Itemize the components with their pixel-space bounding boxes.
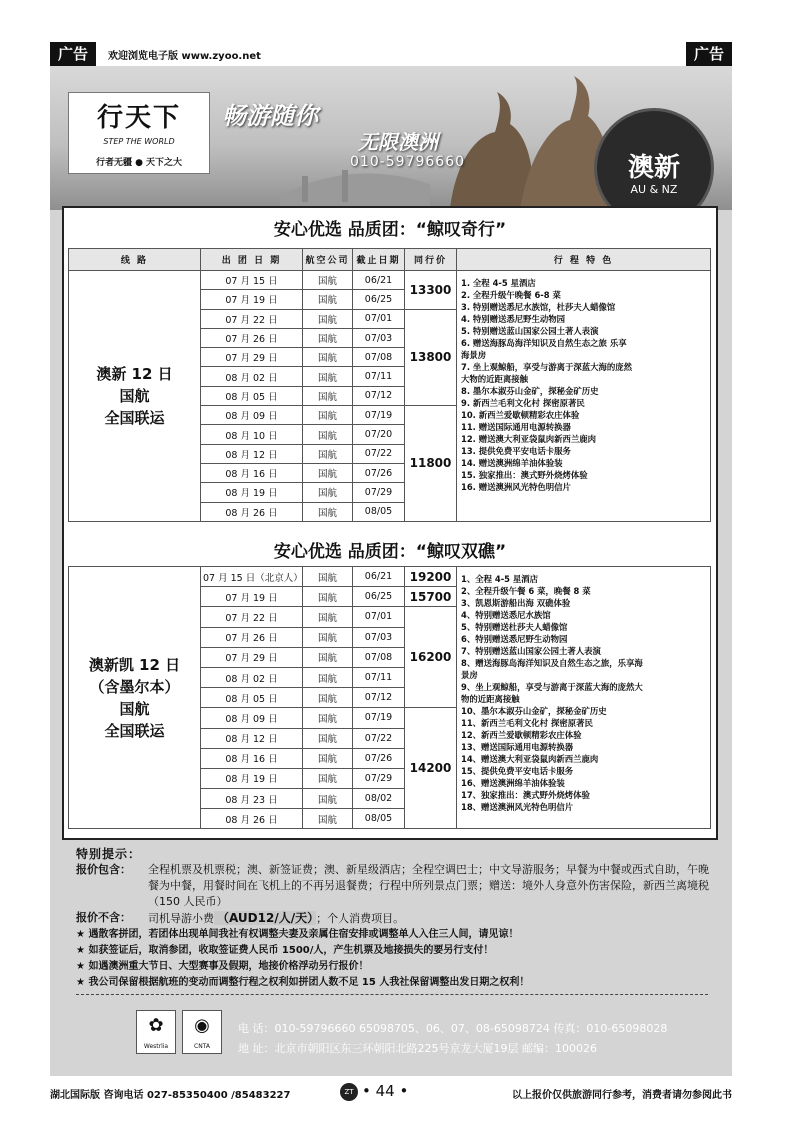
departure-date: 08 月 23 日: [201, 789, 303, 809]
group-price: 19200: [405, 567, 457, 587]
airline: 国航: [303, 367, 353, 386]
airline: 国航: [303, 688, 353, 708]
departure-date: 08 月 02 日: [201, 367, 303, 386]
airline: 国航: [303, 444, 353, 463]
logo-chinese-name: 行天下: [96, 103, 181, 133]
deadline: 07/08: [353, 647, 405, 667]
deadline: 06/21: [353, 567, 405, 587]
feature-item: 9. 新西兰毛利文化村 探密原著民: [461, 398, 585, 408]
col-airline: 航空公司: [303, 249, 353, 271]
feature-item: 4、特别赠送悉尼水族馆: [461, 610, 551, 620]
departure-date: 07 月 26 日: [201, 627, 303, 647]
special-notes: [76, 846, 716, 995]
feature-item: 10. 新西兰爱歇顿精彩农庄体验: [461, 410, 580, 420]
banner-slogan-1: 畅游随你: [222, 101, 318, 130]
deadline: 08/02: [353, 789, 405, 809]
feature-item: 16、赠送澳洲绵羊油体验装: [461, 778, 565, 788]
feature-item: 7、特别赠送蓝山国家公园土著人表演: [461, 646, 601, 656]
table-row: [69, 271, 711, 290]
feature-item: 14、赠送澳大利亚袋鼠肉新西兰鹿肉: [461, 754, 599, 764]
route-line: （含墨尔本）: [89, 677, 180, 696]
deadline: 08/05: [353, 502, 405, 521]
deadline: 07/03: [353, 627, 405, 647]
airline: 国航: [303, 425, 353, 444]
feature-item: 2、全程升级午餐 6 菜，晚餐 8 菜: [461, 586, 591, 596]
departure-date: 08 月 26 日: [201, 809, 303, 829]
feature-item: 5. 特别赠送蓝山国家公园土著人表演: [461, 326, 599, 336]
airline: 国航: [303, 647, 353, 667]
excludes-label: 报价不含：: [76, 911, 131, 924]
divider: [76, 994, 708, 995]
feature-item: 4. 特别赠送悉尼野生动物园: [461, 314, 566, 324]
page-number: [340, 1082, 408, 1101]
departure-date: 08 月 05 日: [201, 386, 303, 405]
departure-date: 08 月 16 日: [201, 463, 303, 482]
itinerary-features: [457, 271, 711, 522]
deadline: 07/22: [353, 444, 405, 463]
cnta-caption: CNTA: [194, 1043, 210, 1050]
feature-item: 18、赠送澳洲风光特色明信片: [461, 802, 574, 812]
excludes-text: [148, 910, 716, 927]
tour2-title: 安心优选 品质团：“鲸叹双礁”: [273, 542, 507, 562]
notice-item: ★ 遇散客拼团，若团体出现单间我社有权调整夫妻及亲属住宿安排或调整单人入住三人间，请见谅！: [76, 929, 519, 940]
includes-label: 报价包含：: [76, 863, 131, 876]
contact-strip: [130, 1010, 690, 1060]
route-line: 全国联运: [104, 721, 165, 740]
footer-hotline: 湖北国际版 咨询电话 027-85350400 /85483227: [50, 1090, 291, 1101]
tour1-table: [68, 248, 711, 522]
deadline: 06/21: [353, 271, 405, 290]
departure-date: 08 月 12 日: [201, 728, 303, 748]
feature-item: 6. 赠送海豚岛海洋知识及自然生态之旅 乐享: [461, 338, 627, 348]
partner-logo-westrlia: [136, 1010, 176, 1054]
feature-item: 8. 墨尔本淑芬山金矿，探秘金矿历史: [461, 386, 599, 396]
deadline: 06/25: [353, 587, 405, 607]
feature-item: 11、新西兰毛利文化村 探密原著民: [461, 718, 593, 728]
departure-date: 08 月 19 日: [201, 483, 303, 502]
deadline: 07/20: [353, 425, 405, 444]
departure-date: 07 月 22 日: [201, 309, 303, 328]
deadline: 07/19: [353, 406, 405, 425]
includes-text: 全程机票及机票税；澳、新签证费；澳、新星级酒店；全程空调巴士；中文导游服务；早餐为中餐或西式自助，午晚餐为中餐，用餐时间在飞机上的不再另退餐费；行程中所列景点门票；赠送：境外人身意外伤害保险，新西兰离境税（150 人民币）: [148, 863, 709, 908]
airline: 国航: [303, 309, 353, 328]
feature-item: 14. 赠送澳洲绵羊油体验装: [461, 458, 563, 468]
feature-item: 3、凯恩斯游船出海 双礁体验: [461, 598, 571, 608]
itinerary-features: [457, 567, 711, 829]
airline: 国航: [303, 328, 353, 347]
airline: 国航: [303, 809, 353, 829]
deadline: 07/11: [353, 367, 405, 386]
feature-item: 1. 全程 4-5 星酒店: [461, 278, 536, 288]
deadline: 07/26: [353, 463, 405, 482]
deadline: 06/25: [353, 290, 405, 309]
feature-item: 16. 赠送澳洲风光特色明信片: [461, 482, 571, 492]
feature-item: 6、特别赠送悉尼野生动物园: [461, 634, 568, 644]
airline: 国航: [303, 627, 353, 647]
airline: 国航: [303, 667, 353, 687]
departure-date: 08 月 09 日: [201, 406, 303, 425]
feature-item: 8、赠送海豚岛海洋知识及自然生态之旅，乐享海: [461, 658, 643, 668]
route-name: [69, 567, 201, 829]
feature-item: 15、提供免费平安电话卡服务: [461, 766, 574, 776]
airline: 国航: [303, 406, 353, 425]
route-line: 全国联运: [104, 408, 165, 427]
feature-item: 3. 特别赠送悉尼水族馆，杜莎夫人蜡像馆: [461, 302, 616, 312]
route-line: 国航: [119, 386, 150, 405]
route-line: 国航: [119, 699, 150, 718]
westrlia-caption: Westrlia: [143, 1043, 169, 1050]
tour2-table: [68, 566, 711, 829]
cnta-icon: ◉: [194, 1015, 210, 1036]
departure-date: 07 月 22 日: [201, 607, 303, 627]
airline: 国航: [303, 348, 353, 367]
airline: 国航: [303, 768, 353, 788]
page-number-text: • 44 •: [362, 1082, 409, 1100]
westrlia-icon: ✿: [148, 1015, 164, 1036]
route-line: 澳新凯 12 日: [88, 655, 181, 674]
deadline: 07/01: [353, 309, 405, 328]
departure-date: 08 月 19 日: [201, 768, 303, 788]
seal-chinese: 澳新: [627, 153, 680, 183]
deadline: 08/05: [353, 809, 405, 829]
deadline: 07/08: [353, 348, 405, 367]
deadline: 07/29: [353, 768, 405, 788]
departure-date: 07 月 29 日: [201, 647, 303, 667]
col-date: 出 团 日 期: [201, 249, 303, 271]
top-bar: [50, 42, 732, 66]
departure-date: 08 月 26 日: [201, 502, 303, 521]
departure-date: 08 月 12 日: [201, 444, 303, 463]
feature-item: 10、墨尔本淑芬山金矿，探秘金矿历史: [461, 706, 607, 716]
tip-highlight: （AUD12/人/天）: [214, 911, 316, 925]
feature-item: 17、独家推出：澳式野外烧烤体验: [461, 790, 590, 800]
feature-item: 2. 全程升级午晚餐 6-8 菜: [461, 290, 561, 300]
deadline: 07/26: [353, 748, 405, 768]
airline: 国航: [303, 567, 353, 587]
airline: 国航: [303, 708, 353, 728]
excludes-part-a: 司机导游小费: [148, 912, 214, 925]
banner-slogan-2: 无限澳洲: [358, 130, 438, 154]
departure-date: 07 月 15 日: [201, 271, 303, 290]
banner: [50, 66, 732, 210]
departure-date: 07 月 19 日: [201, 290, 303, 309]
notice-item: ★ 如遇澳洲重大节日、大型赛事及假期，地接价格浮动另行报价！: [76, 961, 369, 972]
feature-item: 11. 赠送国际通用电源转换器: [461, 422, 571, 432]
airline: 国航: [303, 748, 353, 768]
notice-item: ★ 我公司保留根据航班的变动而调整行程之权利如拼团人数不足 15 人我社保留调整出发日期之权利！: [76, 977, 530, 988]
airline: 国航: [303, 587, 353, 607]
group-price: 16200: [405, 607, 457, 708]
deadline: 07/01: [353, 607, 405, 627]
deadline: 07/11: [353, 667, 405, 687]
contact-phone: 电 话：010-59796660 65098705、06、07、08-65098724 传真：010-65098028: [238, 1022, 668, 1035]
airline: 国航: [303, 728, 353, 748]
departure-date: 08 月 09 日: [201, 708, 303, 728]
feature-item: 大物的近距离接触: [461, 374, 528, 384]
notes-title: 特别提示：: [76, 847, 142, 861]
group-price: 14200: [405, 708, 457, 829]
route-line: 澳新 12 日: [96, 364, 173, 383]
airline: 国航: [303, 290, 353, 309]
departure-date: 07 月 26 日: [201, 328, 303, 347]
departure-date: 08 月 10 日: [201, 425, 303, 444]
deadline: 07/03: [353, 328, 405, 347]
feature-item: 12. 赠送澳大利亚袋鼠肉新西兰鹿肉: [461, 434, 597, 444]
group-price: 11800: [405, 406, 457, 522]
feature-item: 15. 独家推出：澳式野外烧烤体验: [461, 470, 588, 480]
table-header-row: [69, 249, 711, 271]
feature-item: 13、赠送国际通用电源转换器: [461, 742, 574, 752]
departure-date: 07 月 15 日（北京人）: [201, 567, 303, 587]
group-price: 13800: [405, 309, 457, 405]
group-price: 13300: [405, 271, 457, 310]
deadline: 07/12: [353, 688, 405, 708]
deadline: 07/12: [353, 386, 405, 405]
page-footer: [50, 1082, 732, 1102]
airline: 国航: [303, 502, 353, 521]
departure-date: 07 月 19 日: [201, 587, 303, 607]
airline: 国航: [303, 789, 353, 809]
brand-logo: [68, 92, 210, 174]
feature-item: 13. 提供免费平安电话卡服务: [461, 446, 571, 456]
welcome-text: 欢迎浏览电子版 www.zyoo.net: [108, 51, 261, 62]
logo-slogan: 行者无疆 ● 天下之大: [95, 158, 183, 168]
feature-item: 5、特别赠送杜莎夫人蜡像馆: [461, 622, 568, 632]
departure-date: 08 月 02 日: [201, 667, 303, 687]
deadline: 07/29: [353, 483, 405, 502]
table-row: [69, 567, 711, 587]
airline: 国航: [303, 271, 353, 290]
deadline: 07/19: [353, 708, 405, 728]
feature-item: 9、坐上观鲸船，享受与游离于深蓝大海的庞然大: [461, 682, 643, 692]
excludes-part-b: ；个人消费项目。: [316, 912, 405, 925]
deadline: 07/22: [353, 728, 405, 748]
footer-disclaimer: 以上报价仅供旅游同行参考，消费者请勿参阅此书: [512, 1090, 732, 1101]
col-route: 线 路: [69, 249, 201, 271]
feature-item: 12、新西兰爱歇顿精彩农庄体验: [461, 730, 582, 740]
notice-item: ★ 如获签证后，取消参团，收取签证费人民币 1500/人，产生机票及地接损失的要另行支付！: [76, 945, 494, 956]
group-price: 15700: [405, 587, 457, 607]
airline: 国航: [303, 386, 353, 405]
page-badge-icon: ZT: [340, 1083, 358, 1101]
feature-item: 1、全程 4-5 星酒店: [461, 574, 539, 584]
airline: 国航: [303, 483, 353, 502]
contact-address: 地 址：北京市朝阳区东三环朝阳北路225号京龙大厦19层 邮编：100026: [238, 1042, 597, 1055]
partner-logo-cnta: [182, 1010, 222, 1054]
departure-date: 08 月 05 日: [201, 688, 303, 708]
banner-phone: 010-59796660: [350, 154, 466, 170]
tour1-title: 安心优选 品质团：“鲸叹奇行”: [273, 220, 507, 240]
feature-item: 物的近距离接触: [461, 694, 520, 704]
departure-date: 07 月 29 日: [201, 348, 303, 367]
airline: 国航: [303, 607, 353, 627]
col-deadline: 截止日期: [353, 249, 405, 271]
price-includes: [76, 862, 716, 910]
route-name: [69, 271, 201, 522]
logo-english-name: STEP THE WORLD: [103, 137, 175, 146]
feature-item: 海景房: [461, 350, 487, 360]
feature-item: 7. 坐上观鲸船，享受与游离于深蓝大海的庞然: [461, 362, 633, 372]
airline: 国航: [303, 463, 353, 482]
col-features: 行 程 特 色: [457, 249, 711, 271]
feature-item: 景房: [461, 670, 478, 680]
departure-date: 08 月 16 日: [201, 748, 303, 768]
seal-english: AU & NZ: [630, 183, 678, 196]
ad-tag-right: 广告: [686, 42, 732, 66]
ad-tag-left: 广告: [50, 42, 96, 66]
price-excludes: [76, 910, 716, 927]
col-price: 同行价: [405, 249, 457, 271]
